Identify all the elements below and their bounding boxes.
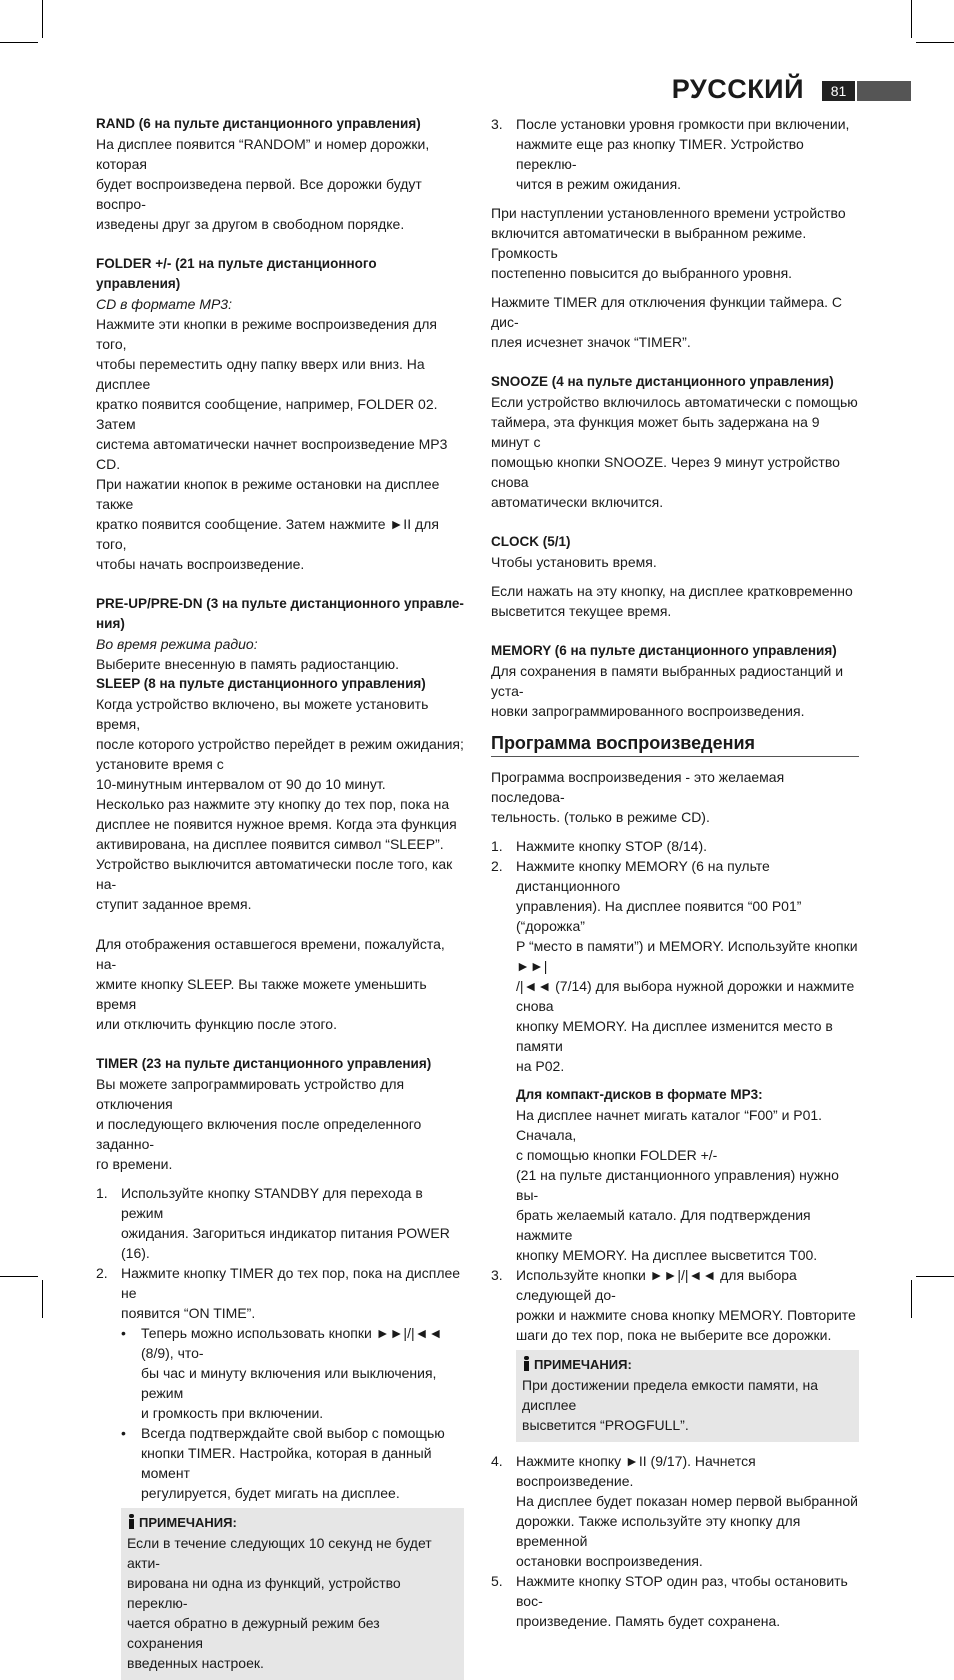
text-line: При достижении предела емкости памяти, на дисплее bbox=[522, 1377, 819, 1413]
text-line: Если нажать на эту кнопку, на дисплее кратковременно bbox=[491, 583, 853, 599]
crop-mark bbox=[0, 42, 38, 43]
list-item bbox=[491, 1451, 859, 1571]
text-line: кнопку MEMORY. На дисплее высветится T00. bbox=[516, 1247, 818, 1263]
text-line: чается обратно в дежурный режим без сохранения bbox=[127, 1615, 380, 1651]
timer-heading: TIMER (23 на пульте дистанционного управления) bbox=[96, 1056, 432, 1071]
text-line: бы час и минуту включения или выключения, режим bbox=[141, 1365, 437, 1401]
text-line: рожки и нажмите снова кнопку MEMORY. Повторите bbox=[516, 1307, 856, 1323]
list-number: 2. bbox=[491, 858, 503, 874]
text-line: новки запрограммированного воспроизведения. bbox=[491, 703, 805, 719]
list-number: 1. bbox=[96, 1185, 108, 1201]
info-icon bbox=[522, 1356, 531, 1371]
text-line: изведены друг за другом в свободном порядке. bbox=[96, 216, 405, 232]
text-line: таймера, эта функция может быть задержана на 9 минут с bbox=[491, 414, 820, 450]
note-heading bbox=[522, 1355, 853, 1375]
text-line: активирована, на дисплее появится символ “SLEEP”. bbox=[96, 836, 444, 852]
text-line: и громкость при включении. bbox=[141, 1405, 324, 1421]
text-line: плея исчезнет значок “TIMER”. bbox=[491, 334, 691, 350]
text-line: На дисплее начнет мигать каталог “F00” и P01. Сначала, bbox=[516, 1107, 823, 1143]
text-line: Нажмите TIMER для отключения функции таймера. С дис- bbox=[491, 294, 843, 330]
text-line: система автоматически начнет воспроизведение MP3 CD. bbox=[96, 436, 448, 472]
snooze-heading: SNOOZE (4 на пульте дистанционного управления) bbox=[491, 374, 834, 389]
list-item bbox=[491, 1571, 859, 1631]
bullet-item bbox=[96, 1423, 464, 1503]
text-line: Вы можете запрограммировать устройство для отключения bbox=[96, 1076, 405, 1112]
bullet-mark: • bbox=[121, 1325, 126, 1341]
memory-section bbox=[491, 641, 859, 721]
crop-mark bbox=[0, 1276, 38, 1277]
text-line: и последующего включения после определенного заданно- bbox=[96, 1116, 422, 1152]
text-line: введенных настроек. bbox=[127, 1655, 264, 1671]
text-line: Несколько раз нажмите эту кнопку до тех пор, пока на bbox=[96, 796, 450, 812]
text-line: Устройство выключится автоматически после того, как на- bbox=[96, 856, 453, 892]
text-line: Используйте кнопки ►►|/|◄◄ для выбора следующей до- bbox=[516, 1267, 797, 1303]
sleep-section bbox=[96, 674, 464, 1034]
text-line: кратко появится сообщение, например, FOLDER 02. Затем bbox=[96, 396, 438, 432]
text-line: остановки воспроизведения. bbox=[516, 1553, 703, 1569]
text-line: После установки уровня громкости при включении, bbox=[516, 116, 850, 132]
text-line: 10-минутным интервалом от 90 до 10 минут. bbox=[96, 776, 386, 792]
text-line: Нажмите эти кнопки в режиме воспроизведения для того, bbox=[96, 316, 437, 352]
info-icon bbox=[127, 1514, 136, 1529]
preup-heading-cont: ния) bbox=[96, 616, 125, 631]
right-column bbox=[491, 114, 859, 1631]
rand-section bbox=[96, 114, 464, 234]
bullet-item bbox=[96, 1323, 464, 1423]
text-line: произведение. Память будет сохранена. bbox=[516, 1613, 781, 1629]
preup-section bbox=[96, 594, 464, 674]
text-line: помощью кнопки SNOOZE. Через 9 минут устройство снова bbox=[491, 454, 840, 490]
memory-heading: MEMORY (6 на пульте дистанционного управления) bbox=[491, 643, 837, 658]
list-item bbox=[491, 114, 859, 194]
text-line: постепенно повысится до выбранного уровня. bbox=[491, 265, 793, 281]
list-number: 1. bbox=[491, 838, 503, 854]
text-line: Нажмите кнопку STOP один раз, чтобы остановить вос- bbox=[516, 1573, 848, 1609]
text-line: P “место в памяти”) и MEMORY. Используйте кнопки ►►| bbox=[516, 938, 858, 974]
text-line: Нажмите кнопку TIMER до тех пор, пока на дисплее не bbox=[121, 1265, 461, 1301]
list-number: 2. bbox=[96, 1265, 108, 1281]
preup-subheading: Во время режима радио: bbox=[96, 636, 258, 652]
text-line: кнопку MEMORY. На дисплее изменится место в памяти bbox=[516, 1018, 833, 1054]
text-line: Если устройство включилось автоматически с помощью bbox=[491, 394, 858, 410]
text-line: регулируется, будет мигать на дисплее. bbox=[141, 1485, 400, 1501]
left-column bbox=[96, 114, 464, 1680]
text-line: или отключить функцию после этого. bbox=[96, 1016, 337, 1032]
folder-heading: FOLDER +/- (21 на пульте дистанционного управления) bbox=[96, 256, 377, 291]
text-line: шаги до тех пор, пока не выберите все дорожки. bbox=[516, 1327, 832, 1343]
note-heading-label: ПРИМЕЧАНИЯ: bbox=[139, 1515, 237, 1530]
clock-section bbox=[491, 532, 859, 621]
list-item bbox=[491, 836, 859, 856]
text-line: Программа воспроизведения - это желаемая последова- bbox=[491, 769, 785, 805]
text-line: тельность. (только в режиме CD). bbox=[491, 809, 710, 825]
crop-mark bbox=[911, 0, 912, 38]
text-line: Нажмите кнопку MEMORY (6 на пульте дистанционного bbox=[516, 858, 770, 894]
list-number: 3. bbox=[491, 1267, 503, 1283]
text-line: чтобы начать воспроизведение. bbox=[96, 556, 305, 572]
page-number: 81 bbox=[822, 81, 855, 101]
text-line: На дисплее появится “RANDOM” и номер дорожки, которая bbox=[96, 136, 430, 172]
text-line: управления). На дисплее появится “00 P01” (“дорожка” bbox=[516, 898, 802, 934]
text-line: кратко появится сообщение. Затем нажмите ►II для того, bbox=[96, 516, 439, 552]
text-line: на P02. bbox=[516, 1058, 565, 1074]
text-line: Выберите внесенную в память радиостанцию. bbox=[96, 656, 400, 672]
program-section bbox=[491, 733, 859, 1631]
note-box bbox=[121, 1508, 464, 1680]
text-line: дорожки. Также используйте эту кнопку для временной bbox=[516, 1513, 801, 1549]
text-line: го времени. bbox=[96, 1156, 173, 1172]
text-line: кнопки TIMER. Настройка, которая в данный момент bbox=[141, 1445, 432, 1481]
crop-mark bbox=[916, 1276, 954, 1277]
list-item bbox=[491, 1265, 859, 1345]
list-item bbox=[96, 1183, 464, 1263]
folder-subheading: CD в формате MP3: bbox=[96, 296, 232, 312]
text-line: При нажатии кнопок в режиме остановки на дисплее также bbox=[96, 476, 440, 512]
text-line: На дисплее будет показан номер первой выбранной bbox=[516, 1493, 858, 1509]
text-line: высветится “PROGFULL”. bbox=[522, 1417, 689, 1433]
page-number-bar bbox=[857, 81, 911, 101]
crop-mark bbox=[911, 1280, 912, 1318]
text-line: установите время с bbox=[96, 756, 224, 772]
mp3-subsection bbox=[491, 1085, 859, 1265]
text-line: При наступлении установленного времени устройство bbox=[491, 205, 846, 221]
text-line: чтобы переместить одну папку вверх или вниз. На дисплее bbox=[96, 356, 425, 392]
list-number: 3. bbox=[491, 116, 503, 132]
text-line: Теперь можно использовать кнопки ►►|/|◄◄ (8/9), что- bbox=[141, 1325, 443, 1361]
note-box bbox=[516, 1350, 859, 1442]
crop-mark bbox=[42, 0, 43, 38]
clock-heading: CLOCK (5/1) bbox=[491, 534, 571, 549]
rand-heading: RAND (6 на пульте дистанционного управления) bbox=[96, 116, 421, 131]
text-line: Нажмите кнопку ►II (9/17). Начнется воспроизведение. bbox=[516, 1453, 756, 1489]
text-line: Для сохранения в памяти выбранных радиостанций и уста- bbox=[491, 663, 844, 699]
text-line: автоматически включится. bbox=[491, 494, 664, 510]
text-line: Если в течение следующих 10 секунд не будет акти- bbox=[127, 1535, 432, 1571]
text-line: брать желаемый катало. Для подтверждения нажмите bbox=[516, 1207, 811, 1243]
list-number: 5. bbox=[491, 1573, 503, 1589]
mp3-heading: Для компакт-дисков в формате MP3: bbox=[516, 1087, 763, 1102]
preup-heading: PRE-UP/PRE-DN (3 на пульте дистанционного управле- bbox=[96, 596, 464, 611]
text-line: нажмите еще раз кнопку TIMER. Устройство переклю- bbox=[516, 136, 804, 172]
bullet-mark: • bbox=[121, 1425, 126, 1441]
text-line: Нажмите кнопку STOP (8/14). bbox=[516, 838, 707, 854]
text-line: ожидания. Загориться индикатор питания POWER (16). bbox=[121, 1225, 450, 1261]
page-language-title: РУССКИЙ bbox=[671, 74, 804, 104]
crop-mark bbox=[916, 42, 954, 43]
section-title: Программа воспроизведения bbox=[491, 733, 859, 757]
timer-section bbox=[96, 1054, 464, 1680]
text-line: жмите кнопку SLEEP. Вы также можете уменьшить время bbox=[96, 976, 427, 1012]
text-line: дисплее не появится нужное время. Когда эта функция bbox=[96, 816, 457, 832]
text-line: с помощью кнопки FOLDER +/- bbox=[516, 1147, 718, 1163]
text-line: Когда устройство включено, вы можете установить время, bbox=[96, 696, 429, 732]
text-line: чится в режим ожидания. bbox=[516, 176, 682, 192]
text-line: Используйте кнопку STANDBY для перехода в режим bbox=[121, 1185, 423, 1221]
text-line: высветится текущее время. bbox=[491, 603, 672, 619]
text-line: будет воспроизведена первой. Все дорожки будут воспро- bbox=[96, 176, 422, 212]
text-line: Всегда подтверждайте свой выбор с помощью bbox=[141, 1425, 445, 1441]
list-number: 4. bbox=[491, 1453, 503, 1469]
note-heading bbox=[127, 1513, 458, 1533]
text-line: Для отображения оставшегося времени, пожалуйста, на- bbox=[96, 936, 445, 972]
snooze-section bbox=[491, 372, 859, 512]
text-line: Чтобы установить время. bbox=[491, 554, 657, 570]
sleep-heading: SLEEP (8 на пульте дистанционного управления) bbox=[96, 676, 426, 691]
crop-mark bbox=[42, 1280, 43, 1318]
text-line: вирована ни одна из функций, устройство переклю- bbox=[127, 1575, 401, 1611]
text-line: после которого устройство перейдет в режим ожидания; bbox=[96, 736, 464, 752]
text-line: /|◄◄ (7/14) для выбора нужной дорожки и нажмите снова bbox=[516, 978, 855, 1014]
text-line: (21 на пульте дистанционного управления) нужно вы- bbox=[516, 1167, 839, 1203]
text-line: включится автоматически в выбранном режиме. Громкость bbox=[491, 225, 807, 261]
folder-section bbox=[96, 254, 464, 574]
text-line: появится “ON TIME”. bbox=[121, 1305, 256, 1321]
text-line: ступит заданное время. bbox=[96, 896, 252, 912]
list-item bbox=[96, 1263, 464, 1323]
note-heading-label: ПРИМЕЧАНИЯ: bbox=[534, 1357, 632, 1372]
list-item bbox=[491, 856, 859, 1076]
